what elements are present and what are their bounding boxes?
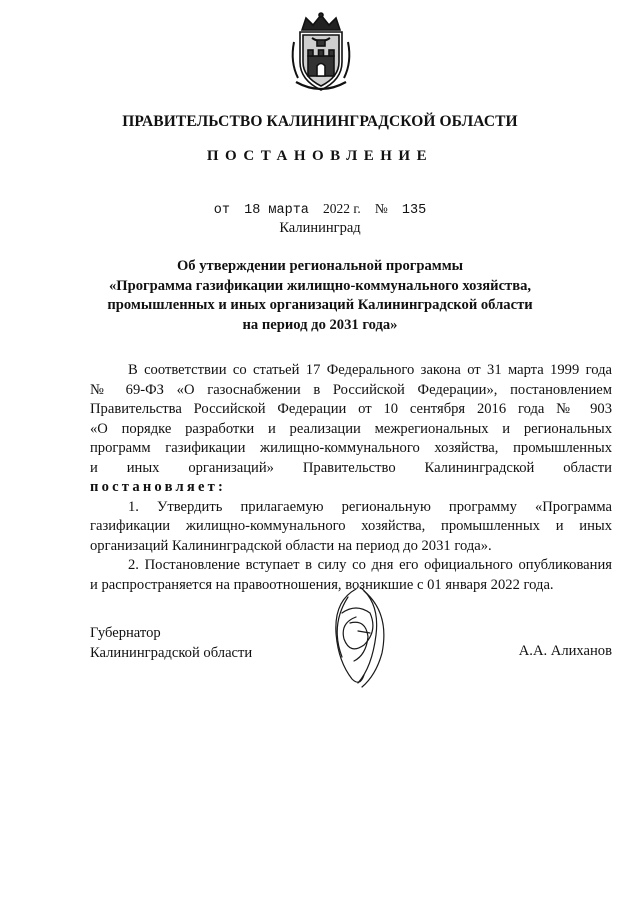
document-body: [90, 361, 612, 595]
title-line: «Программа газификации жилищно-коммунального хозяйства,: [108, 277, 532, 294]
preamble-line: программ газификации жилищно-коммунального хозяйства, промышленных: [90, 440, 612, 456]
document-number: 135: [401, 203, 427, 218]
preamble-line: № 69-ФЗ «О газоснабжении в Российской Федерации», постановлением: [90, 381, 612, 398]
signer-name: А.А. Алиханов: [518, 643, 612, 659]
date-number-line: [0, 201, 640, 218]
item-1-line: организаций Калининградской области на период до 2031 года».: [90, 537, 492, 554]
preamble-line: Правительства Российской Федерации от 10 сентября 2016 года № 903: [90, 401, 612, 417]
item-1-line: газификации жилищно-коммунального хозяйства, промышленных и иных: [90, 518, 612, 534]
document-title: [100, 257, 540, 335]
preamble-line: и иных организаций» Правительство Калининградской области: [90, 459, 612, 476]
document-city: Калининград: [279, 220, 361, 236]
item-2-line: и распространяется на правоотношения, возникшие с 01 января 2022 года.: [90, 576, 554, 593]
signer-region: Калининградской области: [90, 645, 253, 661]
handwritten-signature: [320, 583, 392, 693]
title-line: промышленных и иных организаций Калининградской области: [107, 297, 533, 313]
number-sign: №: [374, 201, 388, 216]
title-line: на период до 2031 года»: [242, 316, 398, 333]
title-line: Об утверждении региональной программы: [176, 258, 464, 274]
date-prefix: от: [213, 203, 230, 218]
document-year: 2022 г.: [323, 201, 361, 216]
preamble-line: «О порядке разработки и реализации межрегиональных и региональных: [90, 420, 612, 437]
document-type: ПОСТАНОВЛЕНИЕ: [206, 148, 434, 164]
signer-position: [90, 623, 252, 663]
item-2-line: 2. Постановление вступает в силу со дня его официального опубликования: [128, 557, 612, 573]
organization-name: ПРАВИТЕЛЬСТВО КАЛИНИНГРАДСКОЙ ОБЛАСТИ: [122, 113, 518, 130]
signer-title: Губернатор: [90, 625, 161, 641]
item-1-line: 1. Утвердить прилагаемую региональную программу «Программа: [128, 498, 612, 515]
preamble-line: В соответствии со статьей 17 Федерального закона от 31 марта 1999 года: [128, 362, 612, 378]
document-date: 18 марта: [244, 203, 309, 218]
coat-of-arms-emblem: [288, 12, 354, 94]
resolves-word: постановляет:: [90, 479, 227, 495]
